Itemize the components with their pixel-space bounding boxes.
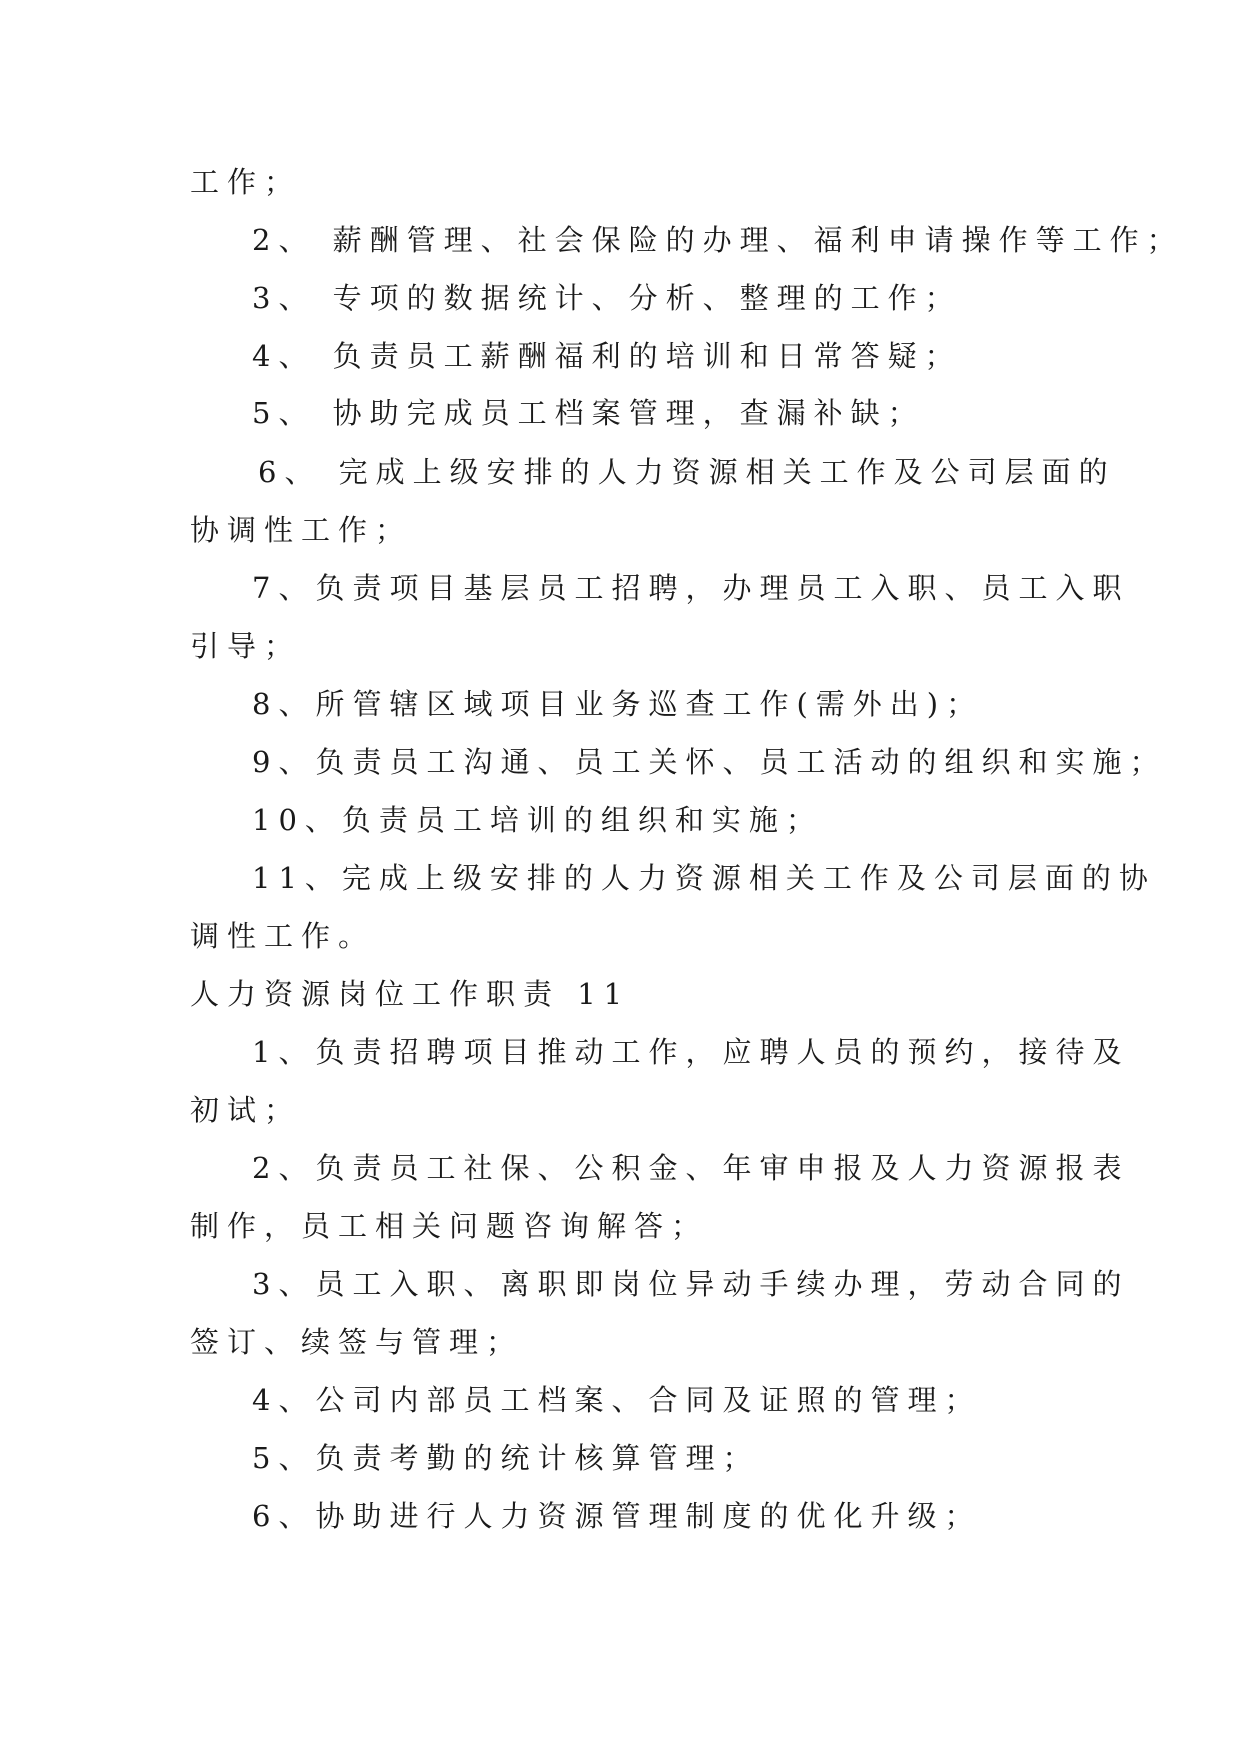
text-line: 4、公司内部员工档案、合同及证照的管理； (252, 1383, 982, 1417)
text-line: 11、完成上级安排的人力资源相关工作及公司层面的协 (252, 861, 1156, 895)
text-line: 6、 完成上级安排的人力资源相关工作及公司层面的 (258, 455, 1116, 489)
text-line: 6、协助进行人力资源管理制度的优化升级； (252, 1499, 982, 1533)
text-line: 引导； (190, 629, 302, 663)
text-line: 7、负责项目基层员工招聘，办理员工入职、员工入职 (252, 571, 1130, 605)
text-line: 初试； (190, 1093, 302, 1127)
text-line: 5、 协助完成员工档案管理，查漏补缺； (252, 396, 925, 430)
text-line: 4、 负责员工薪酬福利的培训和日常答疑； (252, 339, 962, 373)
text-line: 2、 薪酬管理、社会保险的办理、福利申请操作等工作； (252, 223, 1184, 257)
text-line: 调性工作。 (190, 919, 376, 953)
text-line: 制作，员工相关问题咨询解答； (190, 1209, 709, 1243)
text-line: 协调性工作； (190, 513, 413, 547)
text-line: 1、负责招聘项目推动工作，应聘人员的预约，接待及 (252, 1035, 1130, 1069)
text-line: 工作； (190, 165, 302, 199)
text-line: 2、负责员工社保、公积金、年审申报及人力资源报表 (252, 1151, 1130, 1185)
text-line: 签订、续签与管理； (190, 1325, 524, 1359)
text-line: 10、负责员工培训的组织和实施； (252, 803, 823, 837)
section-heading: 人力资源岗位工作职责 11 (190, 977, 631, 1011)
text-line: 3、 专项的数据统计、分析、整理的工作； (252, 281, 962, 315)
text-line: 5、负责考勤的统计核算管理； (252, 1441, 760, 1475)
text-line: 3、员工入职、离职即岗位异动手续办理，劳动合同的 (252, 1267, 1130, 1301)
text-line: 8、所管辖区域项目业务巡查工作(需外出)； (252, 687, 984, 721)
text-line: 9、负责员工沟通、员工关怀、员工活动的组织和实施； (252, 745, 1167, 779)
